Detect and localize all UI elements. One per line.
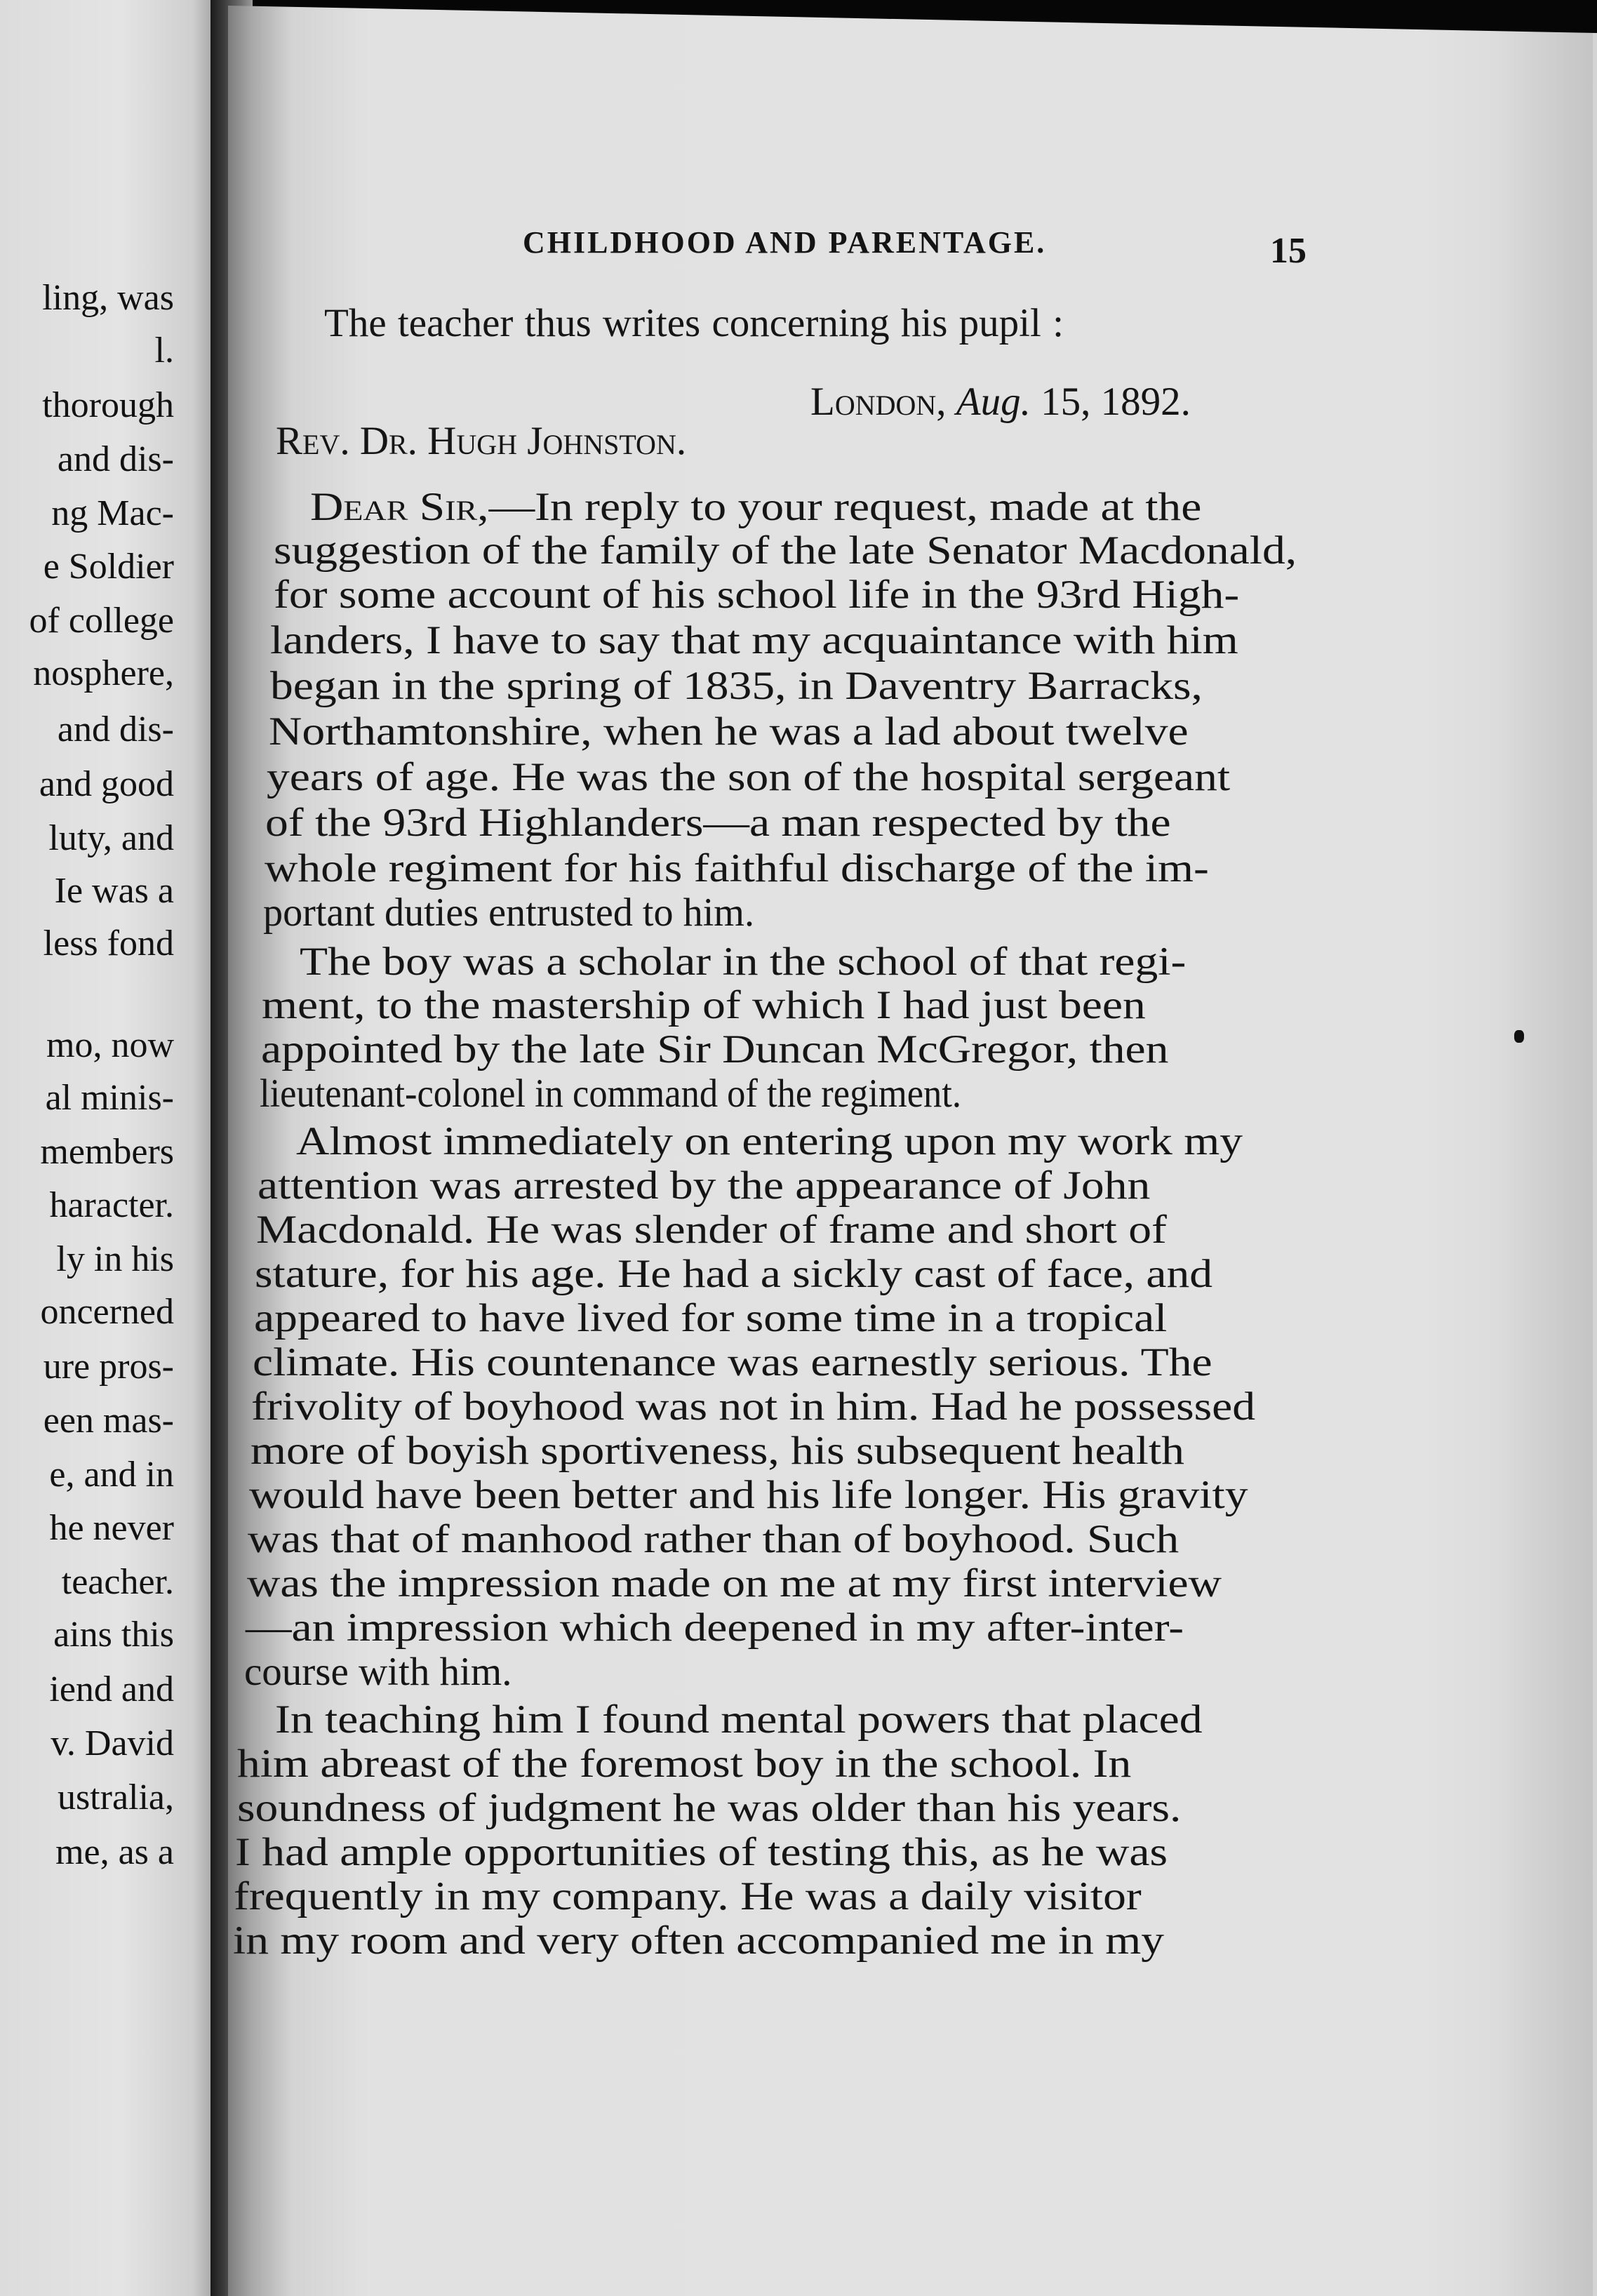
facing-page-line: he never [49, 1508, 174, 1548]
dateline-month: Aug. [956, 380, 1031, 424]
intro-line: The teacher thus writes concerning his pupil : [324, 301, 1064, 345]
letter-line: Northamtonshire, when he was a lad about twelve [269, 709, 1189, 754]
letter-line: him abreast of the foremost boy in the school. In [237, 1742, 1132, 1786]
letter-line: suggestion of the family of the late Senator Macdonald, [274, 528, 1297, 573]
dateline-place: London, [810, 380, 947, 424]
facing-page-line: e, and in [49, 1455, 174, 1495]
letter-line: began in the spring of 1835, in Daventry Barracks, [270, 664, 1203, 708]
facing-page-line: and dis- [57, 439, 174, 479]
facing-page-line: less fond [43, 923, 174, 963]
letter-line: Macdonald. He was slender of frame and short of [256, 1208, 1167, 1252]
letter-line: lieutenant-colonel in command of the regiment. [260, 1072, 961, 1116]
letter-line: for some account of his school life in the 93rd High- [274, 573, 1240, 617]
letter-line: appeared to have lived for some time in a tropical [254, 1296, 1168, 1340]
letter-line: I had ample opportunities of testing this, as he was [235, 1830, 1168, 1874]
letter-line: was that of manhood rather than of boyhood. Such [248, 1517, 1180, 1561]
dateline-date: 15, 1892. [1041, 380, 1191, 424]
letter-line: of the 93rd Highlanders—a man respected by the [265, 801, 1171, 845]
facing-page-line: thorough [42, 385, 174, 425]
letter-line: would have been better and his life longer. His gravity [249, 1473, 1248, 1517]
facing-page-line: al minis- [45, 1078, 174, 1118]
facing-page-line: haracter. [49, 1185, 174, 1225]
letter-line: appointed by the late Sir Duncan McGregor, then [261, 1027, 1169, 1072]
facing-page-line: luty, and [48, 818, 174, 858]
facing-page-line: mo, now [46, 1025, 174, 1065]
facing-page-line: iend and [49, 1669, 174, 1709]
letter-line: frequently in my company. He was a daily visitor [234, 1874, 1142, 1918]
facing-page-line: een mas- [43, 1401, 174, 1441]
letter-line: portant duties entrusted to him. [263, 890, 754, 935]
letter-line: attention was arrested by the appearance of John [258, 1163, 1151, 1208]
letter-line-text: —In reply to your request, made at the [488, 485, 1202, 529]
letter-line: In teaching him I found mental powers that placed [275, 1697, 1203, 1742]
letter-line: frivolity of boyhood was not in him. Had he possessed [251, 1384, 1256, 1429]
letter-line: —an impression which deepened in my after-inter- [246, 1606, 1184, 1650]
letter-line: climate. His countenance was earnestly serious. The [253, 1340, 1212, 1384]
facing-page-line: ng Mac- [51, 493, 174, 533]
letter-line: was the impression made on me at my first interview [247, 1561, 1222, 1606]
letter-line: more of boyish sportiveness, his subsequent health [250, 1429, 1184, 1473]
page-number: 15 [1270, 231, 1307, 271]
facing-page-line: and dis- [57, 709, 174, 749]
letter-line: Almost immediately on entering upon my work my [296, 1119, 1243, 1163]
facing-page [0, 0, 219, 2296]
salutation: Dear Sir, [310, 485, 489, 529]
facing-page-line: nosphere, [33, 653, 174, 693]
letter-line: years of age. He was the son of the hospital sergeant [267, 755, 1231, 799]
facing-page-line: of college [29, 601, 174, 641]
facing-page-line: me, as a [55, 1832, 174, 1872]
letter-line: course with him. [244, 1650, 512, 1694]
facing-page-line: oncerned [40, 1292, 174, 1332]
facing-page-line: v. David [51, 1723, 174, 1763]
page-edge-shade [1495, 28, 1593, 2296]
facing-page-line: ustralia, [57, 1777, 174, 1817]
addressee: Rev. Dr. Hugh Johnston. [276, 419, 687, 463]
facing-page-line: ly in his [56, 1239, 174, 1279]
letter-line: whole regiment for his faithful discharge of the im- [265, 846, 1209, 890]
running-head: CHILDHOOD AND PARENTAGE. [523, 225, 1047, 260]
letter-line: soundness of judgment he was older than his years. [237, 1786, 1182, 1830]
letter-line: The boy was a scholar in the school of that regi- [300, 940, 1187, 984]
letter-line: ment, to the mastership of which I had just been [262, 983, 1146, 1027]
letter-line: stature, for his age. He had a sickly cast of face, and [255, 1252, 1213, 1296]
facing-page-line: members [40, 1132, 174, 1172]
facing-page-line: l. [154, 331, 174, 371]
facing-page-line: Ie was a [54, 871, 174, 911]
dateline [810, 379, 1191, 425]
letter-line [310, 484, 1201, 530]
letter-line: landers, I have to say that my acquaintance with him [270, 618, 1238, 662]
facing-page-line: ains this [53, 1615, 174, 1655]
facing-page-line: and good [39, 764, 174, 804]
facing-page-line: e Soldier [43, 547, 174, 587]
letter-line: in my room and very often accompanied me in my [233, 1918, 1165, 1963]
print-speck [1514, 1030, 1524, 1043]
facing-page-line: teacher. [61, 1562, 174, 1602]
facing-page-line: ling, was [42, 278, 174, 318]
facing-page-line: ure pros- [43, 1347, 174, 1387]
